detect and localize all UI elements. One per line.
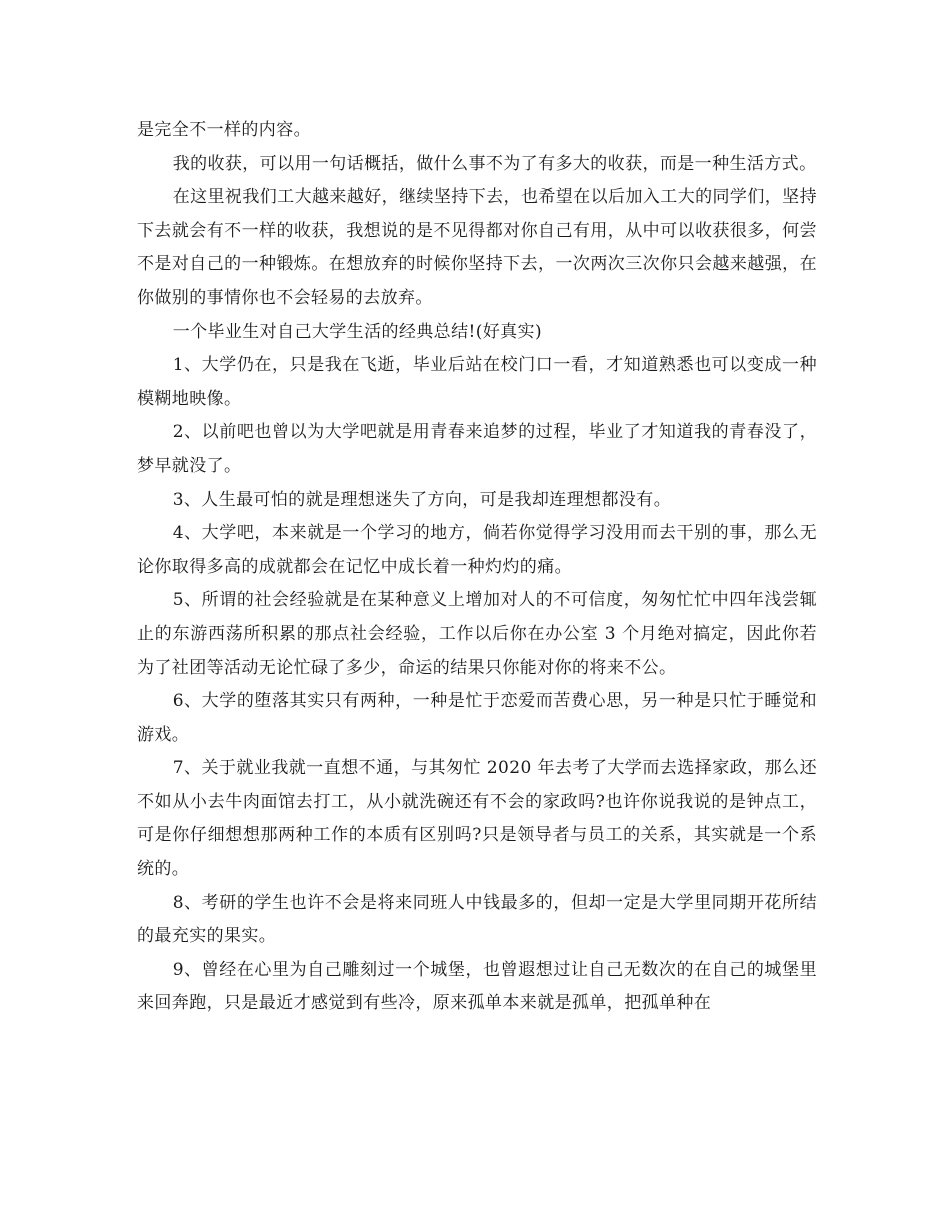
list-item: 3、人生最可怕的就是理想迷失了方向，可是我却连理想都没有。 <box>172 489 672 510</box>
paragraph: 在这里祝我们工大越来越好，继续坚持下去，也希望在以后加入工大的同学们，坚持下去就会有不一样的收获，我想说的是不见得都对你自己有用，从中可以收获很多，何尝不是对自己的一种锻炼。在想放弃的时候你坚持下去，一次两次三次你只会越来越强，在你做别的事情你也不会轻易的去放弃。 <box>137 187 817 308</box>
paragraph: 我的收获，可以用一句话概括，做什么事不为了有多大的收获，而是一种生活方式。 <box>172 153 817 174</box>
list-item: 6、大学的堕落其实只有两种，一种是忙于恋爱而苦费心思，另一种是只忙于睡觉和游戏。 <box>137 691 817 745</box>
section-heading: 一个毕业生对自己大学生活的经典总结!(好真实) <box>172 321 542 342</box>
list-item: 4、大学吧，本来就是一个学习的地方，倘若你觉得学习没用而去干别的事，那么无论你取得多高的成就都会在记忆中成长着一种灼灼的痛。 <box>137 523 817 577</box>
list-item: 8、考研的学生也许不会是将来同班人中钱最多的，但却一定是大学里同期开花所结的最充实的果实。 <box>137 892 817 947</box>
paragraph: 是完全不一样的内容。 <box>137 120 311 140</box>
list-item: 5、所谓的社会经验就是在某种意义上增加对人的不可信度，匆匆忙忙中四年浅尝辄止的东游西荡所积累的那点社会经验，工作以后你在办公室 3 个月绝对搞定，因此你若为了社团等活动无论忙碌了多少，命运的结果只你能对你的将来不公。 <box>137 590 817 678</box>
list-item: 9、曾经在心里为自己雕刻过一个城堡，也曾遐想过让自己无数次的在自己的城堡里来回奔跑，只是最近才感觉到有些冷，原来孤单本来就是孤单，把孤单种在 <box>137 959 817 1014</box>
list-item: 1、大学仍在，只是我在飞逝，毕业后站在校门口一看，才知道熟悉也可以变成一种模糊地映像。 <box>137 355 817 409</box>
document-body <box>137 114 817 1021</box>
list-item: 2、以前吧也曾以为大学吧就是用青春来追梦的过程，毕业了才知道我的青春没了，梦早就没了。 <box>137 422 817 476</box>
list-item: 7、关于就业我就一直想不通，与其匆忙 2020 年去考了大学而去选择家政，那么还不如从小去牛肉面馆去打工，从小就洗碗还有不会的家政吗?也许你说我说的是钟点工，可是你仔细想想那两种工作的本质有区别吗?只是领导者与员工的关系，其实就是一个系统的。 <box>137 758 817 880</box>
